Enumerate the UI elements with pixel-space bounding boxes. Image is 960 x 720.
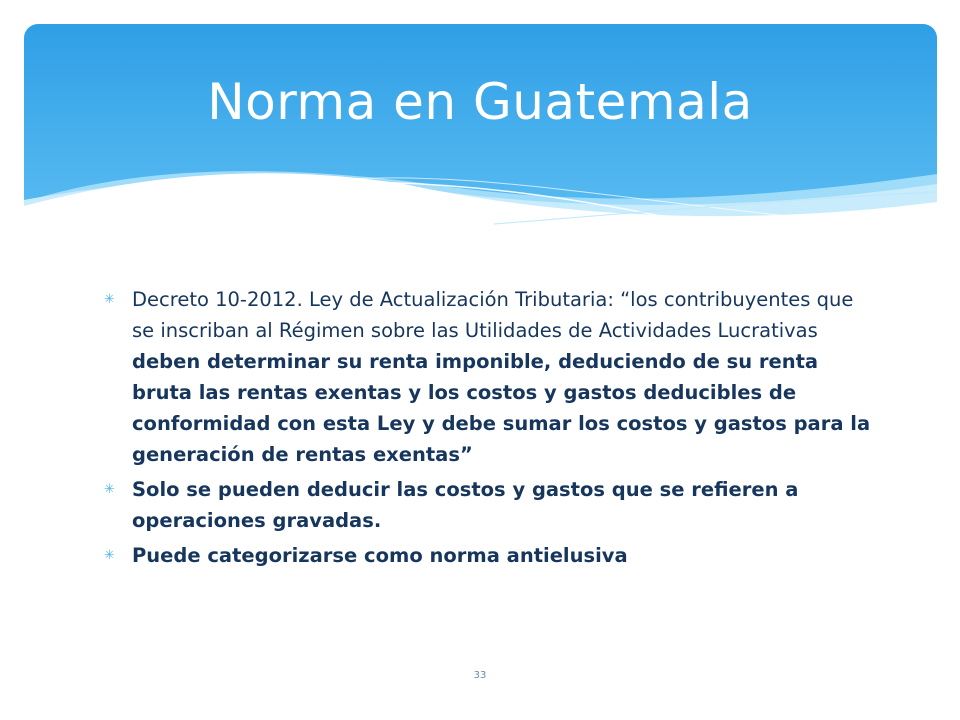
wave-background xyxy=(24,24,937,264)
bullet-item xyxy=(104,540,874,571)
asterisk-bullet-icon: ✳ xyxy=(104,292,115,307)
bullet-text-bold: Puede categorizarse como norma antielusiva xyxy=(132,544,628,567)
bullet-text-normal: Decreto 10-2012. Ley de Actualización Tributaria: “los contribuyentes que se inscriban al Régimen sobre las Utilidades de Actividades Lucrativas xyxy=(132,288,854,342)
bullet-item xyxy=(104,284,874,470)
asterisk-bullet-icon: ✳ xyxy=(104,548,115,563)
page-number: 33 xyxy=(473,670,487,681)
asterisk-bullet-icon: ✳ xyxy=(104,482,115,497)
bullet-text-bold: Solo se pueden deducir las costos y gastos que se refieren a operaciones gravadas. xyxy=(132,478,799,532)
bullet-list xyxy=(104,284,874,575)
bullet-text-bold: deben determinar su renta imponible, deduciendo de su renta bruta las rentas exentas y los costos y gastos deducibles de conformidad con esta Ley y debe sumar los costos y gastos para la generación de rentas exentas” xyxy=(132,350,871,466)
bullet-item xyxy=(104,474,874,536)
header-banner xyxy=(24,24,937,264)
slide-title: Norma en Guatemala xyxy=(207,73,753,131)
